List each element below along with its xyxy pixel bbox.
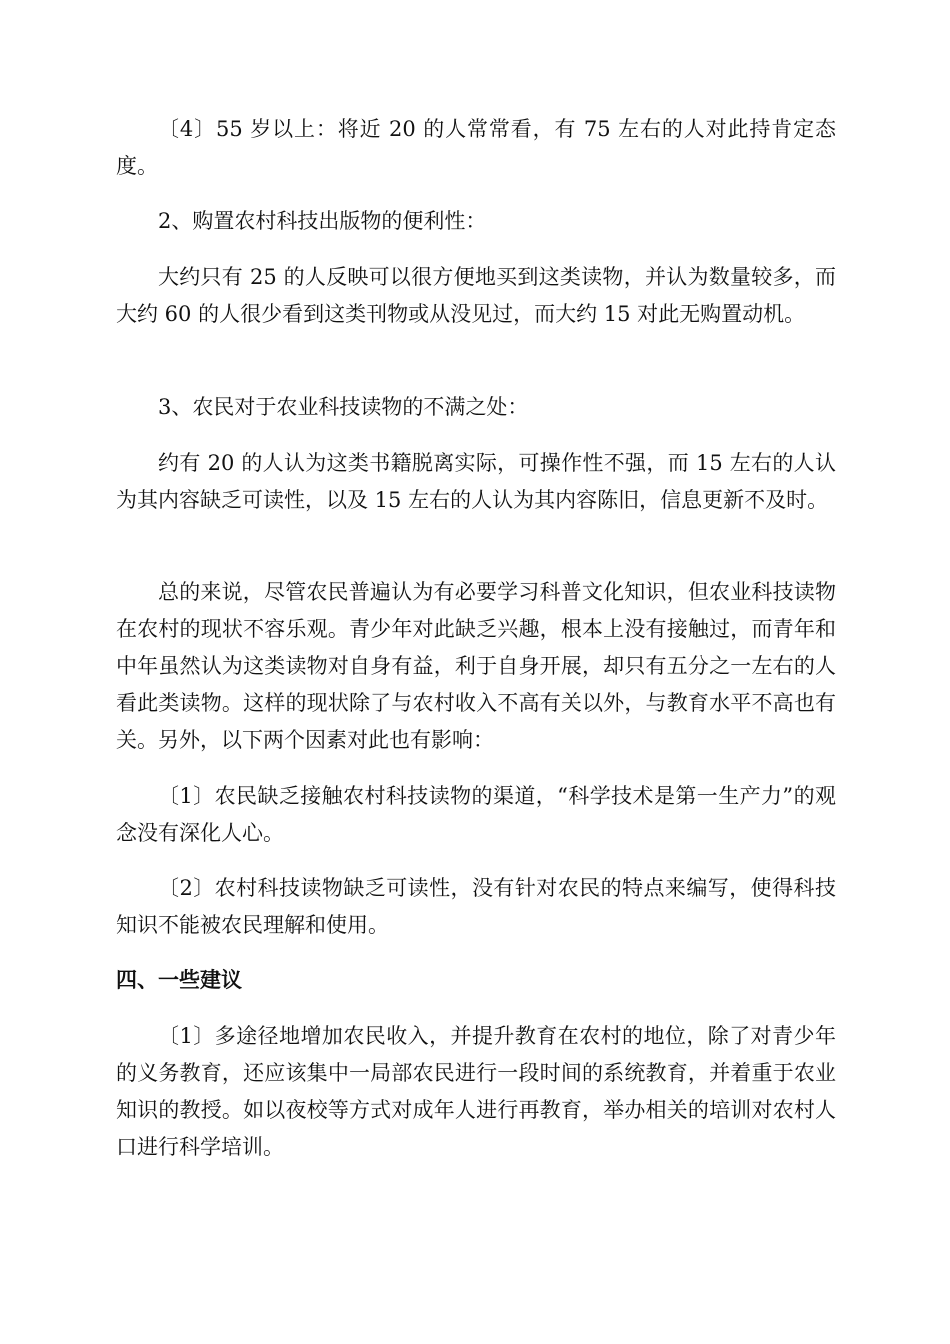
paragraph-dissatisfaction: 约有 20 的人认为这类书籍脱离实际，可操作性不强，而 15 左右的人认为其内容缺乏可读性，以及 15 左右的人认为其内容陈旧，信息更新不及时。 xyxy=(116,451,836,512)
paragraph-age-55-plus: 〔4〕55 岁以上：将近 20 的人常常看，有 75 左右的人对此持肯定态度。 xyxy=(116,117,836,178)
section-heading-suggestions: 四、一些建议 xyxy=(116,968,242,992)
paragraph-summary: 总的来说，尽管农民普遍认为有必要学习科普文化知识，但农业科技读物在农村的现状不容乐观。青少年对此缺乏兴趣，根本上没有接触过，而青年和中年虽然认为这类读物对自身有益，利于自身开展，却只有五分之一左右的人看此类读物。这样的现状除了与农村收入不高有关以外，与教育水平不高也有关。另外，以下两个因素对此也有影响： xyxy=(116,580,836,752)
paragraph-heading-dissatisfaction: 3、农民对于农业科技读物的不满之处： xyxy=(158,395,529,419)
paragraph-purchase-convenience: 大约只有 25 的人反映可以很方便地买到这类读物，并认为数量较多，而大约 60 的人很少看到这类刊物或从没见过，而大约 15 对此无购置动机。 xyxy=(116,265,836,326)
paragraph-heading-purchase-convenience: 2、购置农村科技出版物的便利性： xyxy=(158,209,487,233)
paragraph-factor-2: 〔2〕农村科技读物缺乏可读性，没有针对农民的特点来编写，使得科技知识不能被农民理解和使用。 xyxy=(116,876,836,937)
paragraph-factor-1: 〔1〕农民缺乏接触农村科技读物的渠道，“科学技术是第一生产力”的观念没有深化人心。 xyxy=(116,784,836,845)
paragraph-suggestion-1: 〔1〕多途径地增加农民收入，并提升教育在农村的地位，除了对青少年的义务教育，还应该集中一局部农民进行一段时间的系统教育，并着重于农业知识的教授。如以夜校等方式对成年人进行再教育，举办相关的培训对农村人口进行科学培训。 xyxy=(116,1024,836,1159)
